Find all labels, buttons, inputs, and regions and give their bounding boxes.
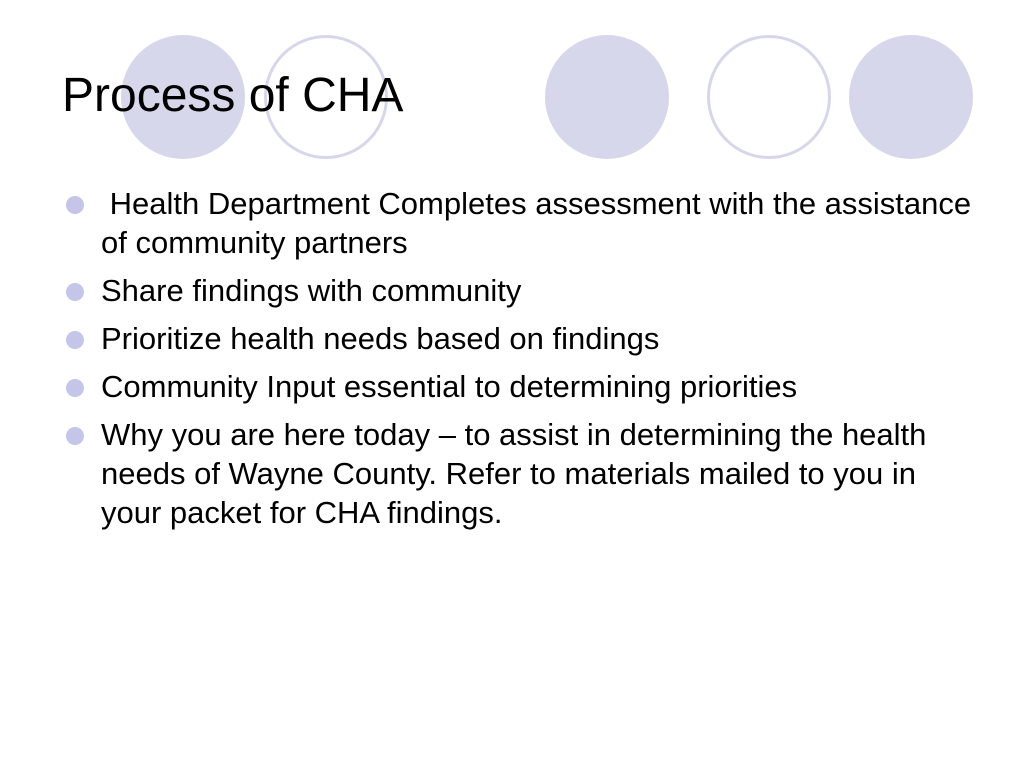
bullet-item — [62, 367, 972, 406]
bullet-list — [62, 184, 980, 541]
decorative-circle-filled — [545, 35, 669, 159]
bullet-item — [62, 271, 972, 310]
bullet-dot-icon — [66, 283, 84, 301]
bullet-dot-icon — [66, 331, 84, 349]
bullet-item — [62, 415, 972, 532]
bullet-dot-icon — [66, 196, 84, 214]
bullet-text: Health Department Completes assessment with the assistance of community partners — [101, 186, 980, 260]
bullet-text: Prioritize health needs based on findings — [101, 321, 660, 356]
decorative-circle-outline — [707, 35, 831, 159]
bullet-text: Share findings with community — [101, 273, 522, 308]
bullet-item — [62, 319, 972, 358]
bullet-text: Why you are here today – to assist in determining the health needs of Wayne County. Refer to materials mailed to you in your packet for CHA findings. — [101, 417, 927, 530]
slide-title: Process of CHA — [62, 69, 404, 122]
bullet-item — [62, 184, 980, 262]
bullet-dot-icon — [66, 427, 84, 445]
bullet-text: Community Input essential to determining priorities — [101, 369, 798, 404]
decorative-circle-filled — [849, 35, 973, 159]
bullet-dot-icon — [66, 379, 84, 397]
